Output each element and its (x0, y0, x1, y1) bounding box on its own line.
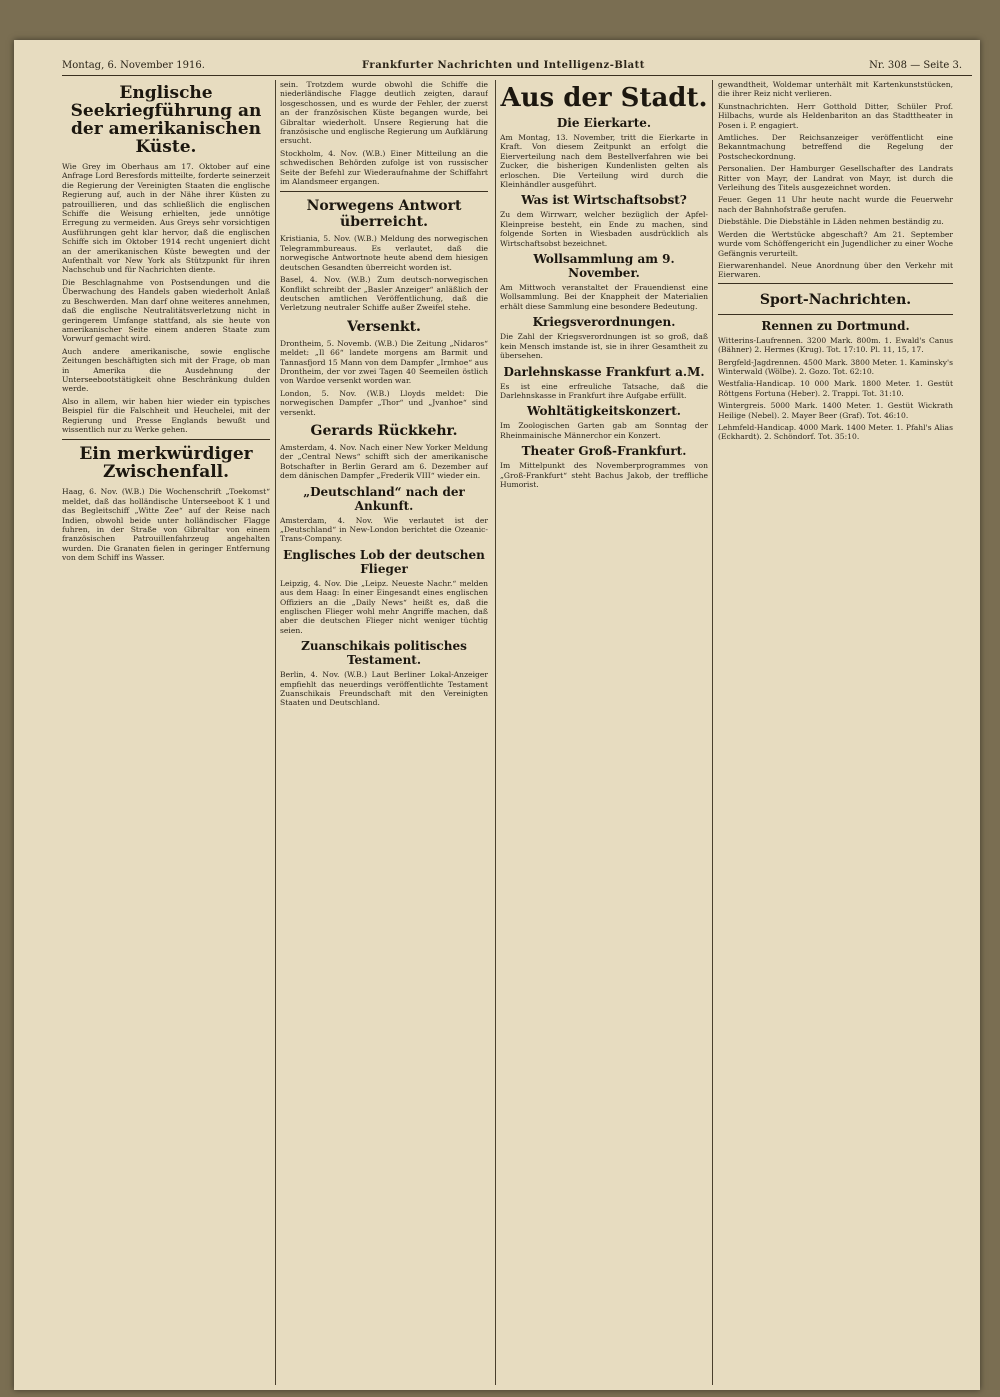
article-paragraph: Diebstähle. Die Diebstähle in Läden nehmen beständig zu. (718, 217, 944, 227)
race-result: Lehmfeld-Handicap. 4000 Mark. 1400 Meter. 1. Pfahl's Alias (Eckhardt). 2. Schöndorf. Tot. 35:10. (718, 422, 953, 442)
article-paragraph: gewandtheit, Woldemar unterhält mit Kartenkunststücken, die ihrer Reiz nicht verlieren. (718, 80, 953, 99)
article-headline: Gerards Rückkehr. (310, 422, 458, 439)
race-result: Bergfeld-Jagdrennen. 4500 Mark. 3800 Meter. 1. Kaminsky's Winterwald (Wölbe). 2. Gozo. Tot. 62:10. (718, 357, 953, 376)
article-paragraph: Eierwarenhandel. Neue Anordnung über den Verkehr mit Eierwaren. (718, 260, 953, 280)
article-paragraph: Leipzig, 4. Nov. Die „Leipz. Neueste Nachr.“ melden aus dem Haag: In einer Eingesandt eines englischen Offiziers an die „Daily News“ heißt es, daß die englischen Flieger wohl mehr Angriffe machen, daß aber die deutschen Flieger nicht weniger tüchtig seien. (280, 578, 488, 635)
article-paragraph: Auch andere amerikanische, sowie englische Zeitungen beschäftigten sich mit der Frage, ob man in Amerika die Ausdehnung der Unterseebootstätigkeit ohne Beschränkung dulden werde. (62, 346, 270, 394)
race-result: Witterins-Laufrennen. 3200 Mark. 800m. 1. Ewald's Canus (Bähner) 2. Hermes (Krug). Tot. 17:10. Pl. 11, 15, 17. (718, 335, 953, 355)
article-paragraph: Berlin, 4. Nov. (W.B.) Laut Berliner Lokal-Anzeiger empfiehlt das neuerdings veröffentlichte Testament Zuanschikais Freundschaft mit den Vereinigten Staaten und Deutschland. (280, 670, 488, 708)
article-paragraph: Am Montag, 13. November, tritt die Eierkarte in Kraft. Von diesem Zeitpunkt an erfolgt die Eierverteilung nach dem Bestellverfahren wie bei Zucker, die bisherigen Kundenlisten gelten als erloschen. Die Verteilung wird durch die Kleinhändler ausgeführt. (500, 133, 708, 190)
column-divider (495, 80, 496, 1385)
column-4 (718, 80, 953, 1390)
article-paragraph: Drontheim, 5. Novemb. (W.B.) Die Zeitung „Nidaros“ meldet: „Il 66“ landete morgens am Barmit und Tannasfjord 15 Mann von dem Dampfer „Irmhoe“ aus Drontheim, der vor zwei Tagen 40 Seemeilen östlich von Wardoe versenkt worden war. (280, 338, 488, 386)
article-paragraph: sein. Trotzdem wurde obwohl die Schiffe die niederländische Flagge deutlich zeigten, darauf losgeschossen, und es wurde der Fehler, der zuerst an der französischen Küste begangen wurde, bei Gibraltar wiederholt. Unsere Regierung hat die französische und englische Regierung um Aufklärung ersucht. (280, 80, 488, 146)
column-2 (280, 80, 488, 1390)
masthead-number: Nr. 308 — Seite 3. (869, 60, 962, 71)
article-headline: Norwegens Antwort überreicht. (306, 198, 462, 231)
article-paragraph: Es ist eine erfreuliche Tatsache, daß die Darlehnskasse in Frankfurt ihre Aufgabe erfüllt. (500, 381, 708, 400)
article-headline: Englische Seekriegführung an der amerikanischen Küste. (70, 83, 262, 157)
sport-section-header (718, 283, 953, 315)
article-paragraph: Feuer. Gegen 11 Uhr heute nacht wurde die Feuerwehr nach der Bahnhofstraße gerufen. (718, 195, 953, 214)
article-headline: Darlehnskasse Frankfurt a.M. (503, 364, 705, 379)
article-paragraph: Personalien. Der Hamburger Gesellschafter des Landrats Ritter von Mayr, der Landrat von Mayr, ist durch die Verleihung des Titels ausgezeichnet worden. (718, 164, 953, 193)
article-headline: Englisches Lob der deutschen Flieger (283, 547, 485, 576)
article-headline: Ein merkwürdiger Zwischenfall. (79, 444, 253, 483)
article-paragraph: London, 5. Nov. (W.B.) Lloyds meldet: Die norwegischen Dampfer „Thor“ und „Jvanhoe“ sind versenkt. (280, 388, 488, 417)
article-paragraph: Die Zahl der Kriegsverordnungen ist so groß, daß kein Mensch imstande ist, sie in ihrer Gesamtheit zu übersehen. (500, 332, 708, 361)
article-paragraph: Amsterdam, 4. Nov. Wie verlautet ist der „Deutschland“ in New-London berichtet die Ozeanic-Trans-Company. (280, 515, 488, 544)
divider (280, 191, 488, 192)
article-headline: Wollsammlung am 9. November. (533, 252, 675, 281)
top-rule (62, 75, 972, 76)
column-divider (275, 80, 276, 1385)
article-paragraph: Amtliches. Der Reichsanzeiger veröffentlicht eine Bekanntmachung betreffend die Regelung der Postscheckordnung. (718, 133, 953, 161)
article-paragraph: Haag, 6. Nov. (W.B.) Die Wochenschrift „Toekomst“ meldet, daß das holländische Unterseeboot K 1 und das Begleitschiff „Witte Zee“ auf der Reise nach Indien, obwohl beide unter holländischer Flagge fuhren, in der Straße von Gibraltar von einem französischen Patrouillenfahrzeug angehalten wurden. Die Granaten fielen in geringer Entfernung von dem Schiff ins Wasser. (62, 487, 270, 563)
masthead-date: Montag, 6. November 1916. (62, 60, 205, 71)
column-3 (500, 80, 708, 1390)
article-headline: „Deutschland“ nach der Ankunft. (303, 484, 465, 513)
article-paragraph: Basel, 4. Nov. (W.B.) Zum deutsch-norwegischen Konflikt schreibt der „Basler Anzeiger“ anläßlich der deutschen amtlichen Veröffentlichung, daß die Verletzung neutraler Schiffe außer Zweifel stehe. (280, 275, 488, 313)
race-result: Westfalia-Handicap. 10 000 Mark. 1800 Meter. 1. Gestüt Röttgens Fortuna (Heber). 2. Trappi. Tot. 31:10. (718, 379, 953, 398)
article-paragraph: Im Mittelpunkt des Novemberprogrammes von „Groß-Frankfurt“ steht Bachus Jakob, der treffliche Humorist. (500, 461, 708, 489)
race-result: Wintergreis. 5000 Mark. 1400 Meter. 1. Gestüt Wickrath Heilige (Nebel). 2. Mayer Beer (Graf). Tot. 46:10. (718, 401, 953, 420)
masthead-title: Frankfurter Nachrichten und Intelligenz-Blatt (362, 60, 645, 71)
article-paragraph: Stockholm, 4. Nov. (W.B.) Einer Mitteilung an die schwedischen Behörden zufolge ist von russischer Seite der Befehl zur Wiederaufnahme der Schiffahrt im Alandsmeer ergangen. (280, 148, 488, 187)
section-title: Aus der Stadt. (500, 83, 708, 113)
article-headline: Versenkt. (347, 318, 421, 335)
article-paragraph: Am Mittwoch veranstaltet der Frauendienst eine Wollsammlung. Bei der Knappheit der Materialien erhält diese Sammlung eine besondere Bedeutung. (500, 283, 708, 311)
article-headline: Zuanschikais politisches Testament. (301, 639, 467, 668)
article-headline: Theater Groß-Frankfurt. (521, 444, 687, 459)
article-headline: Die Eierkarte. (556, 116, 652, 130)
article-paragraph: Werden die Wertstücke abgeschaft? Am 21. September wurde vom Schöffengericht ein Jugendlicher zu einer Woche Gefängnis verurteilt. (718, 229, 953, 258)
column-divider (712, 80, 713, 1385)
article-headline: Was ist Wirtschaftsobst? (521, 193, 687, 208)
article-paragraph: Wie Grey im Oberhaus am 17. Oktober auf eine Anfrage Lord Beresfords mitteilte, forderte seinerzeit die Regierung der Vereinigten Staaten die englische Regierung auf, auch in der Nähe ihrer Küsten zu patrouillieren, und das schließlich die englischen Schiffe die Weisung erhielten, jede unnötige Erregung zu vermeiden. Aus Greys sehr vorsichtigen Ausführungen geht klar hervor, daß die englischen Schiffe sich im Oktober 1914 recht ungeniert dicht an der amerikanischen Küste bewegten und der Aufenthalt vor New York als Stützpunkt für ihren Nachschub und für Nachrichten diente. (62, 162, 270, 275)
article-headline: Wohltätigkeitskonzert. (527, 404, 681, 419)
divider (62, 439, 270, 440)
article-headline: Kriegsverordnungen. (532, 315, 676, 330)
article-paragraph: Amsterdam, 4. Nov. Nach einer New Yorker Meldung der „Central News“ schifft sich der amerikanische Botschafter in Berlin Gerard am 6. Dezember auf dem dänischen Dampfer „Frederik VIII“ wieder ein. (280, 442, 488, 481)
article-paragraph: Also in allem, wir haben hier wieder ein typisches Beispiel für die Falschheit und Heuchelei, mit der Regierung und Presse Englands bewußt und wissentlich nur zu Werke gehen. (62, 396, 270, 434)
section-title: Sport-Nachrichten. (759, 291, 912, 308)
article-paragraph: Im Zoologischen Garten gab am Sonntag der Rheinmainische Männerchor ein Konzert. (500, 421, 708, 440)
column-1 (62, 80, 270, 1390)
article-headline: Rennen zu Dortmund. (761, 318, 910, 333)
article-paragraph: Zu dem Wirrwarr, welcher bezüglich der Apfel-Kleinpreise besteht, ein Ende zu machen, sind folgende Sorten in Wiesbaden ausdrücklich als Wirtschaftsobst bezeichnet. (500, 210, 708, 248)
article-paragraph: Kristiania, 5. Nov. (W.B.) Meldung des norwegischen Telegrammbureaus. Es verlautet, daß die norwegische Antwortnote heute abend dem hiesigen deutschen Gesandten überreicht worden ist. (280, 234, 488, 272)
masthead (62, 58, 972, 76)
article-paragraph: Die Beschlagnahme von Postsendungen und die Überwachung des Handels gaben wiederholt Anlaß zu Beschwerden. Man darf ohne weiteres annehmen, daß die englische Neutralitätsverletzung nicht in geringerem Umfange stattfand, als sie heute von amerikanischer Seite einem anderen Staate zum Vorwurf gemacht wird. (62, 277, 270, 344)
article-paragraph: Kunstnachrichten. Herr Gotthold Ditter, Schüler Prof. Hilbachs, wurde als Heldenbariton an das Stadttheater in Posen i. P. engagiert. (718, 101, 953, 130)
